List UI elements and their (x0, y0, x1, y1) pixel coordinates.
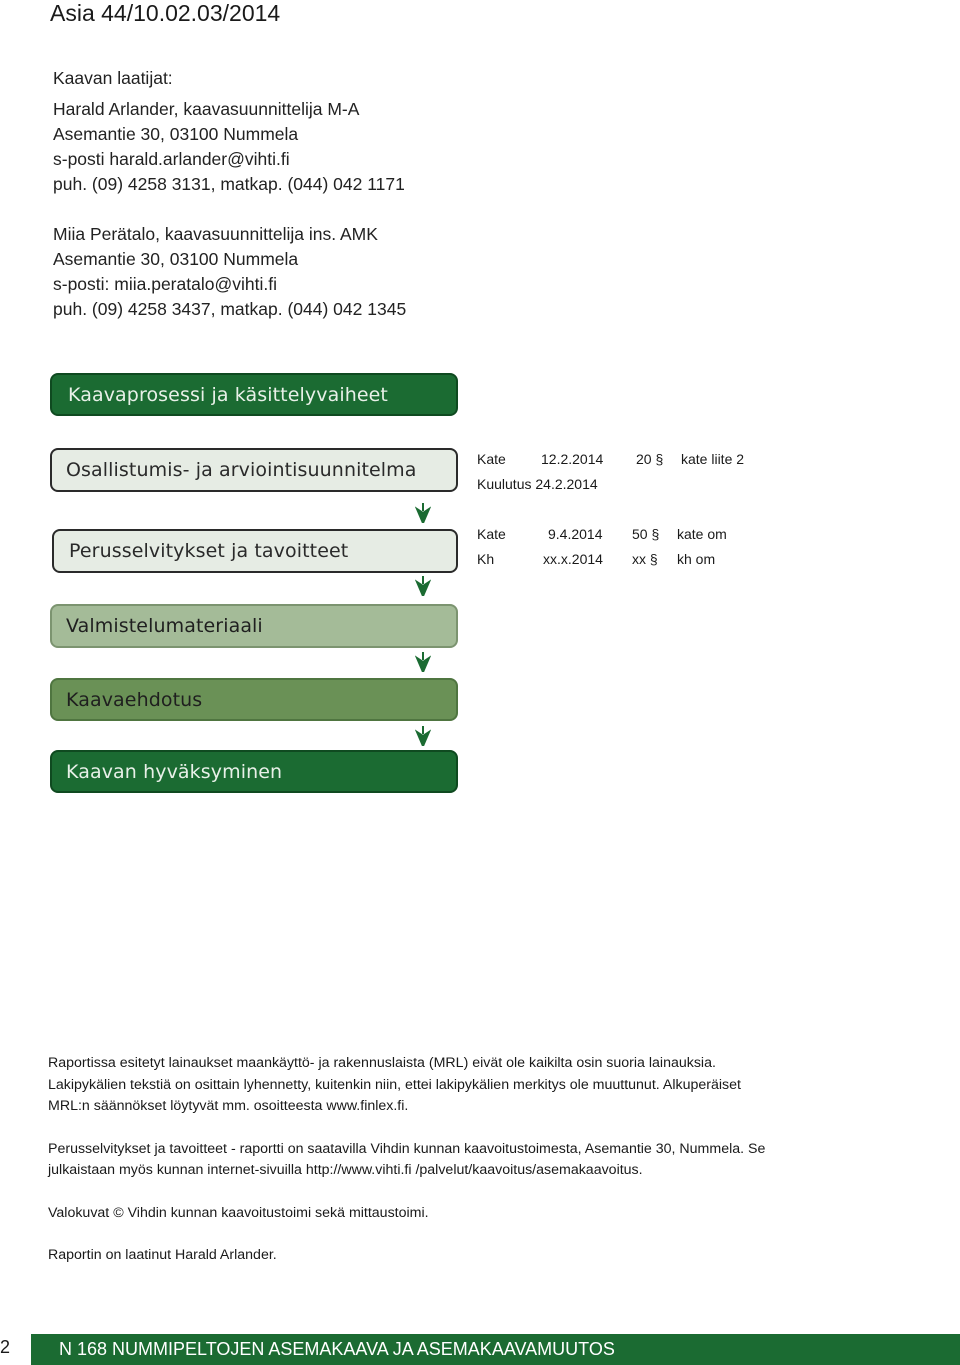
note-date: xx.x.2014 (543, 551, 603, 567)
note-date: 9.4.2014 (548, 526, 603, 542)
note-section: 20 § (636, 451, 664, 467)
note-text: kate liite 2 (681, 451, 745, 467)
page-title: Asia 44/10.02.03/2014 (50, 0, 281, 26)
author1-phone: puh. (09) 4258 3131, matkap. (044) 042 1171 (53, 174, 405, 194)
stage-valmistelumateriaali: Valmistelumateriaali (50, 604, 458, 648)
footer-bar (31, 1334, 960, 1365)
author1-name: Harald Arlander, kaavasuunnittelija M-A (53, 99, 360, 119)
footnote-mrl: Raportissa esitetyt lainaukset maankäyttö- ja rakennuslaista (MRL) eivät ole kaikilta osin suoria lainauksia. Lakipykälien tekstiä on osittain lyhennetty, kuitenkin niin, ettei lakipykälien merkitys ole muuttunut. Alkuperäiset MRL:n säännökset löytyvät mm. osoitteesta www.finlex.fi. (48, 1055, 741, 1114)
authors-heading: Kaavan laatijat: (53, 68, 173, 88)
footer-title: N 168 NUMMIPELTOJEN ASEMAKAAVA JA ASEMAKAAVAMUUTOS (59, 1339, 615, 1359)
author1-email: s-posti harald.arlander@vihti.fi (53, 149, 290, 169)
note-body: Kh (477, 551, 495, 567)
arrow-down-icon (415, 503, 431, 523)
note-announcement: Kuulutus 24.2.2014 (477, 476, 598, 492)
note-body: Kate (477, 526, 506, 542)
author2-phone: puh. (09) 4258 3437, matkap. (044) 042 1345 (53, 299, 407, 319)
process-title-box: Kaavaprosessi ja käsittelyvaiheet (50, 373, 458, 416)
footnote-availability: Perusselvitykset ja tavoitteet - raportti on saatavilla Vihdin kunnan kaavoitustoimesta, Asemantie 30, Nummela. Se julkaistaan myös kunnan internet-sivuilla http://www.vihti.fi /palvelut/kaavoitus/asemakaavoitus. (48, 1140, 766, 1178)
author2-name: Miia Perätalo, kaavasuunnittelija ins. AMK (53, 224, 378, 244)
stage-oas: Osallistumis- ja arviointisuunnitelma (50, 448, 458, 492)
stage-hyvaksyminen: Kaavan hyväksyminen (50, 750, 458, 793)
footnote-photos: Valokuvat © Vihdin kunnan kaavoitustoimi sekä mittaustoimi. (48, 1204, 429, 1221)
note-text: kate om (677, 526, 727, 542)
arrow-down-icon (415, 652, 431, 672)
authors-block (53, 66, 406, 322)
author2-email: s-posti: miia.peratalo@vihti.fi (53, 274, 277, 294)
note-body: Kate (477, 451, 506, 467)
page-number: 2 (0, 1337, 11, 1357)
stage-kaavaehdotus: Kaavaehdotus (50, 678, 458, 721)
footnote-author: Raportin on laatinut Harald Arlander. (48, 1247, 277, 1263)
arrow-down-icon (415, 726, 431, 746)
note-section: 50 § (632, 526, 660, 542)
note-date: 12.2.2014 (541, 451, 604, 467)
author2-address: Asemantie 30, 03100 Nummela (53, 249, 299, 269)
arrow-down-icon (415, 576, 431, 596)
note-text: kh om (677, 551, 716, 567)
note-section: xx § (632, 551, 658, 567)
author1-address: Asemantie 30, 03100 Nummela (53, 124, 299, 144)
footnotes (48, 1053, 768, 1267)
stage-perusselvitykset: Perusselvitykset ja tavoitteet (52, 529, 458, 573)
